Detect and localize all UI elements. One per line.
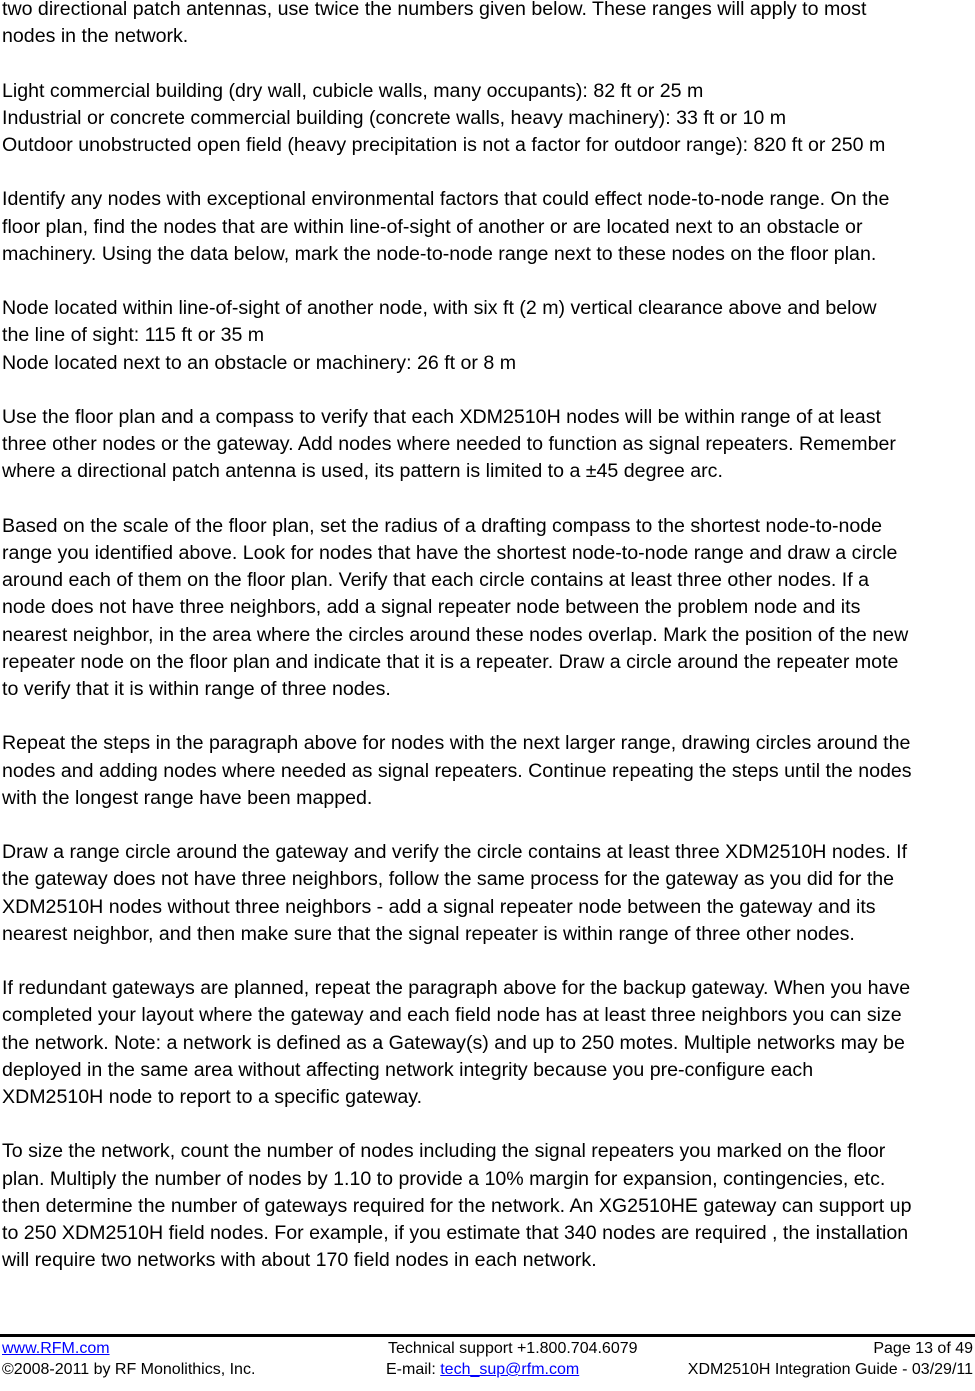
paragraph-line: nearest neighbor, in the area where the circles around these nodes overlap. Mark the position of the new [2, 623, 909, 646]
paragraph-line: If redundant gateways are planned, repeat the paragraph above for the backup gateway. When you have [2, 977, 911, 1000]
email-label: E-mail: [386, 1361, 441, 1378]
paragraph-line: completed your layout where the gateway and each field node has at least three neighbors you can size [2, 1004, 902, 1027]
footer-row-2 [0, 1360, 975, 1381]
paragraph-line: Industrial or concrete commercial building (concrete walls, heavy machinery): 33 ft or 10 m [2, 106, 787, 129]
paragraph-line: To size the network, count the number of nodes including the signal repeaters you marked on the floor [2, 1140, 886, 1163]
paragraph [2, 1138, 972, 1274]
email-link[interactable]: tech_sup@rfm.com [440, 1361, 580, 1378]
paragraph-line: node does not have three neighbors, add a signal repeater node between the problem node and its [2, 596, 861, 619]
paragraph-line: will require two networks with about 170 field nodes in each network. [2, 1249, 597, 1272]
footer-divider [0, 1334, 975, 1337]
paragraph-line: Identify any nodes with exceptional environmental factors that could effect node-to-node range. On the [2, 188, 890, 211]
page-footer [0, 1339, 975, 1381]
copyright-text: ©2008-2011 by RF Monolithics, Inc. [2, 1361, 256, 1378]
paragraph [2, 0, 972, 50]
website-link[interactable]: www.RFM.com [2, 1340, 110, 1357]
document-body [2, 0, 972, 1302]
paragraph-line: Draw a range circle around the gateway and verify the circle contains at least three XDM2510H nodes. If [2, 841, 908, 864]
paragraph-line: Node located next to an obstacle or machinery: 26 ft or 8 m [2, 351, 517, 374]
paragraph [2, 78, 972, 160]
paragraph-line: nearest neighbor, and then make sure that the signal repeater is within range of three other nodes. [2, 922, 855, 945]
email-block [386, 1360, 579, 1380]
paragraph [2, 513, 972, 703]
technical-support-text: Technical support +1.800.704.6079 [388, 1340, 638, 1357]
paragraph-line: Use the floor plan and a compass to verify that each XDM2510H nodes will be within range of at least [2, 405, 881, 428]
paragraph-line: around each of them on the floor plan. Verify that each circle contains at least three other nodes. If a [2, 569, 870, 592]
paragraph-line: plan. Multiply the number of nodes by 1.10 to provide a 10% margin for expansion, contingencies, etc. [2, 1167, 886, 1190]
paragraph [2, 839, 972, 948]
paragraph [2, 975, 972, 1111]
paragraph-line: repeater node on the floor plan and indicate that it is a repeater. Draw a circle around the repeater mote [2, 650, 899, 673]
footer-row-1 [0, 1339, 975, 1360]
paragraph-line: to verify that it is within range of three nodes. [2, 678, 391, 700]
paragraph-line: nodes in the network. [2, 25, 189, 48]
paragraph-line: with the longest range have been mapped. [2, 786, 373, 809]
paragraph-line: range you identified above. Look for nodes that have the shortest node-to-node range and draw a circle [2, 541, 898, 564]
paragraph-line: Based on the scale of the floor plan, set the radius of a drafting compass to the shortest node-to-node [2, 514, 883, 537]
paragraph-line: machinery. Using the data below, mark the node-to-node range next to these nodes on the floor plan. [2, 242, 877, 265]
guide-title: XDM2510H Integration Guide - 03/29/11 [687, 1361, 973, 1378]
paragraph-line: two directional patch antennas, use twice the numbers given below. These ranges will apply to most [2, 0, 867, 20]
paragraph [2, 186, 972, 268]
paragraph-line: the gateway does not have three neighbors, follow the same process for the gateway as you did for the [2, 868, 895, 891]
paragraph-line: the network. Note: a network is defined as a Gateway(s) and up to 250 motes. Multiple networks may be [2, 1031, 905, 1054]
paragraph-line: Repeat the steps in the paragraph above for nodes with the next larger range, drawing circles around the [2, 732, 911, 755]
paragraph-line: Node located within line-of-sight of another node, with six ft (2 m) vertical clearance above and below [2, 297, 877, 320]
paragraph-line: the line of sight: 115 ft or 35 m [2, 324, 265, 347]
paragraph-line: deployed in the same area without affecting network integrity because you pre-configure each [2, 1058, 814, 1081]
paragraph-line: to 250 XDM2510H field nodes. For example, if you estimate that 340 nodes are required , the installation [2, 1222, 909, 1244]
paragraph-line: floor plan, find the nodes that are within line-of-sight of another or are located next to an obstacle or [2, 215, 863, 238]
paragraph-line: then determine the number of gateways required for the network. An XG2510HE gateway can support up [2, 1194, 912, 1217]
paragraph-line: three other nodes or the gateway. Add nodes where needed to function as signal repeaters. Remember [2, 433, 896, 456]
paragraph [2, 404, 972, 486]
paragraph-line: nodes and adding nodes where needed as signal repeaters. Continue repeating the steps until the nodes [2, 759, 912, 782]
paragraph-line: Outdoor unobstructed open field (heavy precipitation is not a factor for outdoor range): 820 ft or 250 m [2, 134, 886, 156]
paragraph [2, 730, 972, 812]
paragraph-line: Light commercial building (dry wall, cubicle walls, many occupants): 82 ft or 25 m [2, 79, 704, 102]
paragraph [2, 295, 972, 377]
paragraph-line: XDM2510H nodes without three neighbors - add a signal repeater node between the gateway and its [2, 895, 876, 918]
paragraph-line: where a directional patch antenna is used, its pattern is limited to a ±45 degree arc. [2, 460, 723, 483]
paragraph-line: XDM2510H node to report to a specific gateway. [2, 1086, 423, 1108]
page-number: Page 13 of 49 [873, 1340, 973, 1357]
